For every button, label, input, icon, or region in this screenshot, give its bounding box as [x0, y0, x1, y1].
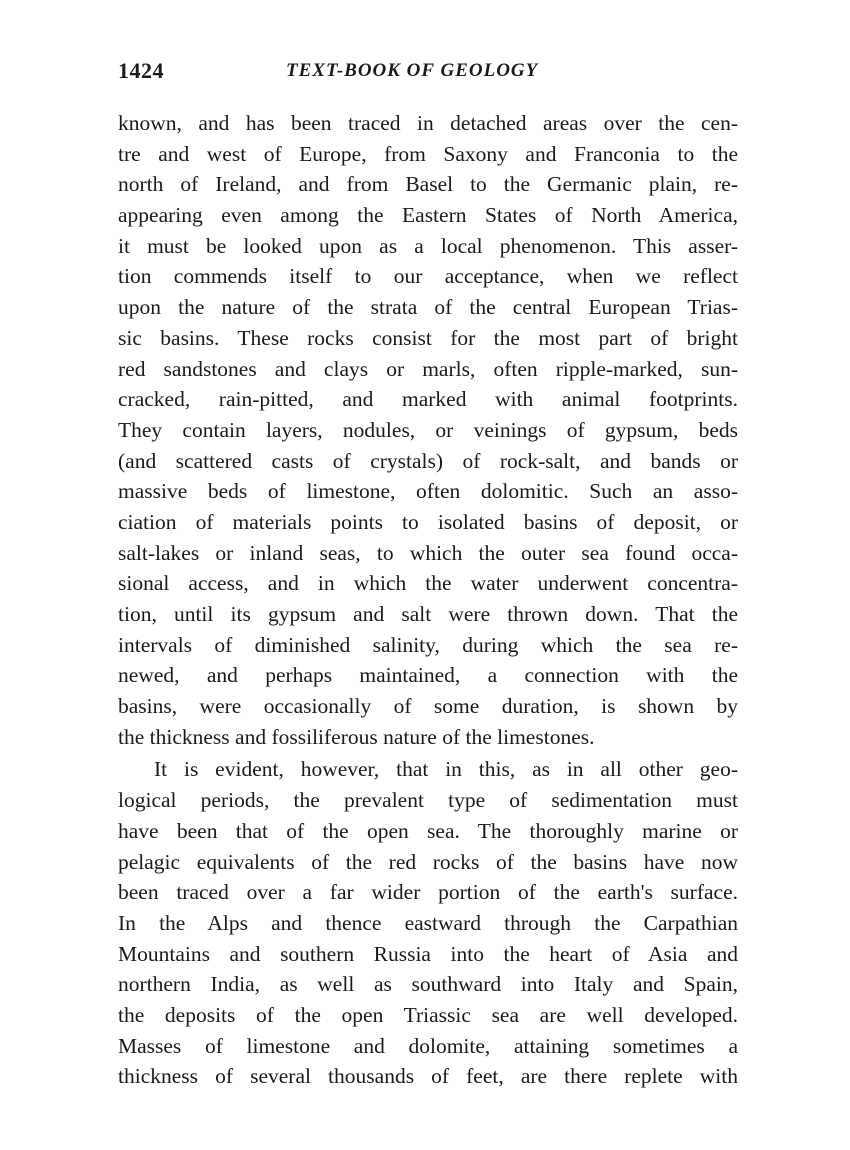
text-line: sic basins. These rocks consist for the most part of bright	[118, 325, 738, 350]
text-line: Mountains and southern Russia into the heart of Asia and	[118, 941, 738, 966]
running-title: TEXT-BOOK OF GEOLOGY	[286, 60, 539, 81]
text-line: logical periods, the prevalent type of sedimentation must	[118, 788, 738, 813]
text-line: intervals of diminished salinity, during which the sea re-	[118, 632, 738, 657]
body-text	[118, 108, 738, 1092]
text-line: massive beds of limestone, often dolomitic. Such an asso-	[118, 479, 738, 504]
text-line: north of Ireland, and from Basel to the Germanic plain, re-	[118, 172, 738, 197]
text-line: the deposits of the open Triassic sea are well developed.	[118, 1002, 738, 1027]
text-line: (and scattered casts of crystals) of rock-salt, and bands or	[118, 448, 738, 473]
text-line: red sandstones and clays or marls, often ripple-marked, sun-	[118, 356, 738, 381]
text-line: They contain layers, nodules, or veinings of gypsum, beds	[118, 417, 738, 442]
text-line: pelagic equivalents of the red rocks of the basins have now	[118, 849, 738, 874]
text-line: It is evident, however, that in this, as in all other geo-	[154, 757, 738, 782]
text-line: northern India, as well as southward into Italy and Spain,	[118, 972, 738, 997]
text-line: basins, were occasionally of some duration, is shown by	[118, 694, 738, 719]
text-line: ciation of materials points to isolated basins of deposit, or	[118, 509, 738, 534]
text-line: it must be looked upon as a local phenomenon. This asser-	[118, 233, 738, 258]
text-line: thickness of several thousands of feet, are there replete with	[118, 1064, 738, 1089]
text-line: known, and has been traced in detached areas over the cen-	[118, 111, 738, 135]
text-line: appearing even among the Eastern States of North America,	[118, 203, 738, 228]
text-line: Masses of limestone and dolomite, attaining sometimes a	[118, 1033, 738, 1058]
text-line: tre and west of Europe, from Saxony and Franconia to the	[118, 141, 738, 166]
text-line: sional access, and in which the water underwent concentra-	[118, 571, 738, 596]
text-line: salt-lakes or inland seas, to which the outer sea found occa-	[118, 540, 738, 565]
text-line: have been that of the open sea. The thoroughly marine or	[118, 818, 738, 843]
text-line: the thickness and fossiliferous nature of the limestones.	[118, 724, 595, 749]
text-line: upon the nature of the strata of the central European Trias-	[118, 295, 738, 320]
page-number: 1424	[118, 58, 164, 83]
paragraph-2	[118, 754, 738, 1092]
text-line: cracked, rain-pitted, and marked with animal footprints.	[118, 387, 738, 412]
text-line: newed, and perhaps maintained, a connection with the	[118, 663, 738, 688]
text-line: In the Alps and thence eastward through the Carpathian	[118, 910, 738, 935]
text-line: tion commends itself to our acceptance, when we reflect	[118, 264, 738, 289]
text-line: tion, until its gypsum and salt were thrown down. That the	[118, 602, 738, 626]
paragraph-1	[118, 108, 738, 752]
text-line: been traced over a far wider portion of the earth's surface.	[118, 880, 738, 905]
running-header	[118, 58, 738, 88]
